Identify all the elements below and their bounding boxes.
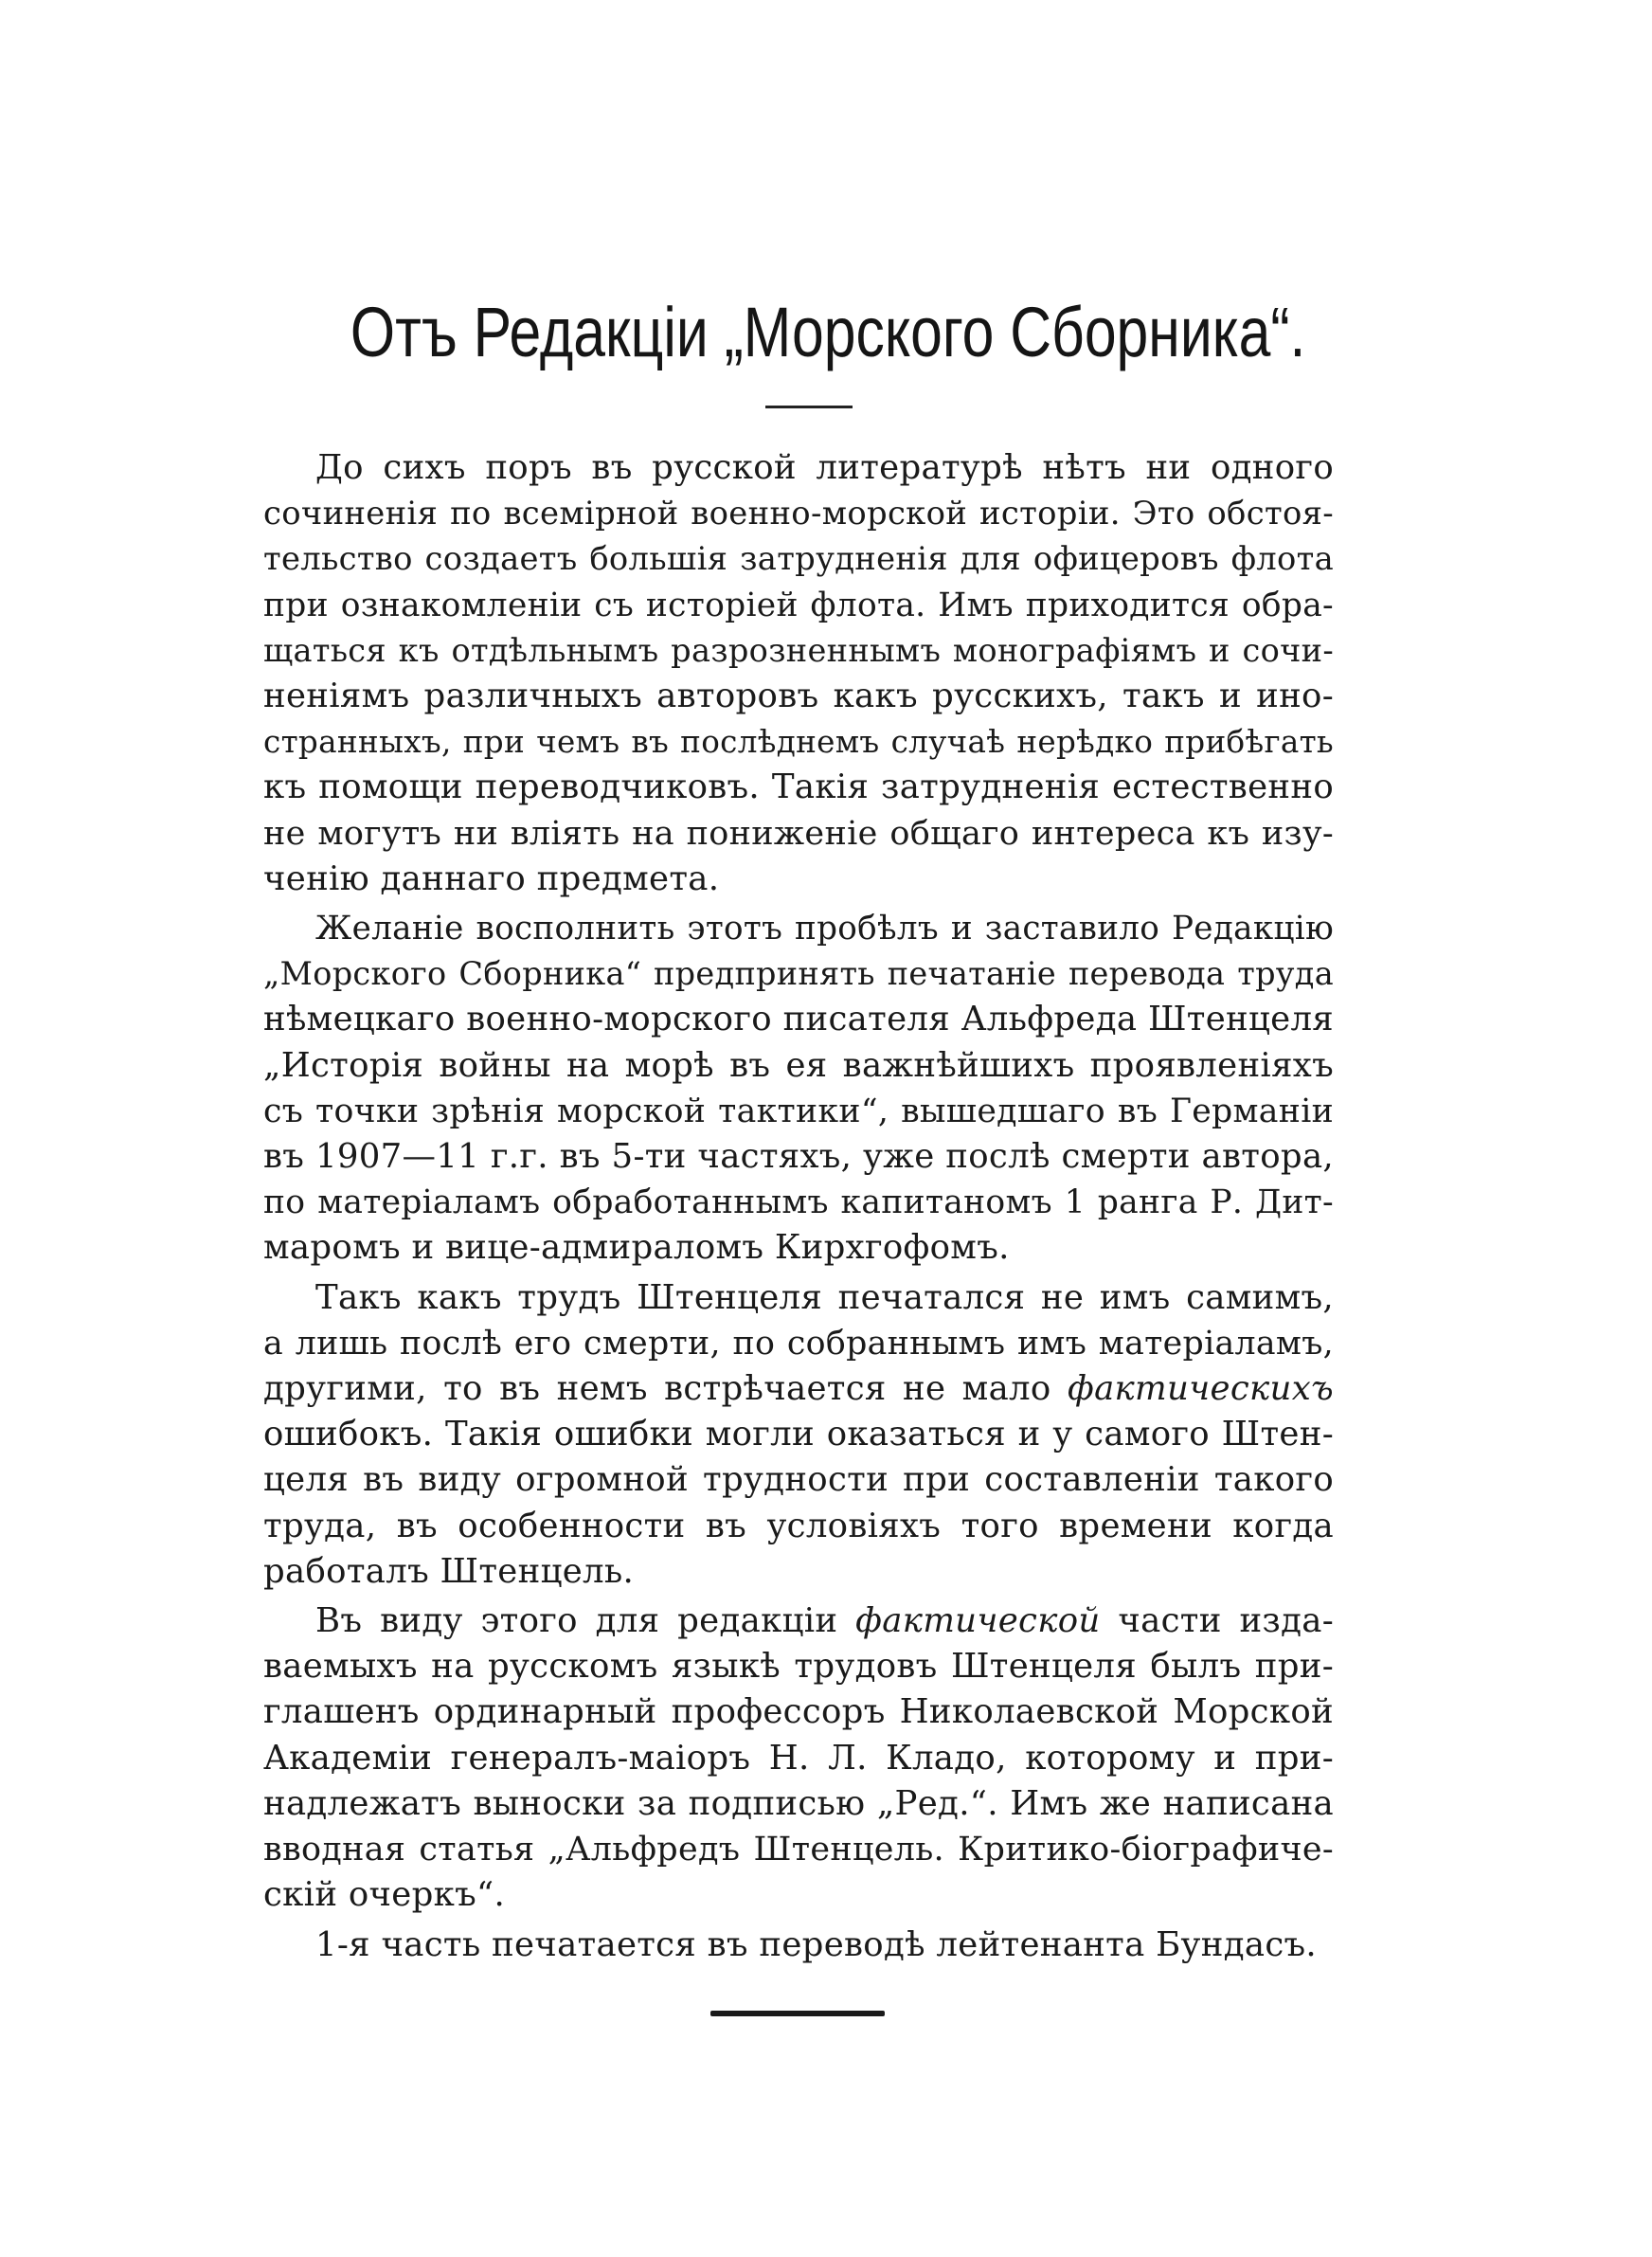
text-line: тельство создаетъ большія затрудненія для офицеровъ флота xyxy=(263,540,1334,578)
text-line: странныхъ, при чемъ въ послѣднемъ случаѣ нерѣдко прибѣгать xyxy=(263,724,1334,761)
text-line: труда, въ особенности въ условіяхъ того времени когда xyxy=(263,1506,1334,1545)
paragraph-1 xyxy=(263,445,1334,902)
page-title: Отъ Редакціи „Морского Сборника“. xyxy=(350,293,1306,371)
text-line: не могутъ ни вліять на пониженіе общаго интереса къ изу- xyxy=(263,813,1334,853)
text-line: а лишь послѣ его смерти, по собраннымъ имъ матеріаламъ, xyxy=(263,1324,1334,1363)
text-line: Такъ какъ трудъ Штенцеля печатался не имъ самимъ, xyxy=(315,1277,1334,1317)
text-line: работалъ Штенцель. xyxy=(263,1551,635,1591)
paragraph-2 xyxy=(263,906,1334,1272)
text-line: щаться къ отдѣльнымъ разрозненнымъ монографіямъ и сочи- xyxy=(263,631,1334,669)
text-line: ченію даннаго предмета. xyxy=(263,858,720,898)
title-rule xyxy=(765,406,853,408)
text-line: неніямъ различныхъ авторовъ какъ русскихъ, такъ и ино- xyxy=(263,677,1334,716)
body-text xyxy=(263,445,1334,1968)
text-fragment: Въ виду этого для редакціи xyxy=(315,1601,838,1641)
text-line xyxy=(263,1598,1334,1644)
text-line: „Исторія войны на морѣ въ ея важнѣйшихъ проявленіяхъ xyxy=(263,1045,1334,1085)
text-fragment: другими, то въ немъ встрѣчается не мало xyxy=(263,1369,1051,1409)
text-line: по матеріаламъ обработаннымъ капитаномъ 1 ранга Р. Дит- xyxy=(263,1183,1334,1222)
text-line: целя въ виду огромной трудности при составленіи такого xyxy=(263,1460,1334,1500)
italic-word: фактической xyxy=(855,1601,1101,1641)
text-fragment: части изда- xyxy=(1118,1601,1335,1641)
text-line: съ точки зрѣнія морской тактики“, вышедшаго въ Германіи xyxy=(263,1092,1334,1130)
italic-word: фактическихъ xyxy=(1068,1369,1334,1409)
paragraph-3 xyxy=(263,1275,1334,1595)
text-line: нѣмецкаго военно-морского писателя Альфреда Штенцеля xyxy=(263,1000,1334,1039)
text-line: До сихъ поръ въ русской литературѣ нѣтъ ни одного xyxy=(315,448,1334,487)
paragraph-5 xyxy=(263,1923,1334,1968)
text-line: надлежатъ выноски за подписью „Ред.“. Имъ же написана xyxy=(263,1783,1334,1823)
text-line: Академіи генералъ-маіоръ Н. Л. Кладо, которому и при- xyxy=(263,1738,1334,1778)
text-line: при ознакомленіи съ исторіей флота. Имъ приходится обра- xyxy=(263,586,1334,624)
text-line: вводная статья „Альфредъ Штенцель. Критико-біографиче- xyxy=(263,1831,1334,1869)
text-line xyxy=(263,1366,1334,1412)
text-line: глашенъ ординарный профессоръ Николаевской Морской xyxy=(263,1692,1334,1732)
text-line: ваемыхъ на русскомъ языкѣ трудовъ Штенцеля былъ при- xyxy=(263,1647,1334,1687)
text-line: къ помощи переводчиковъ. Такія затрудненія естественно xyxy=(263,767,1334,807)
text-line: „Морского Сборника“ предпринять печатаніе перевода труда xyxy=(263,955,1334,993)
text-line: сочиненія по всемірной военно-морской исторіи. Это обстоя- xyxy=(263,495,1334,533)
closing-rule xyxy=(710,2011,885,2016)
text-line: Желаніе восполнить этотъ пробѣлъ и заставило Редакцію xyxy=(315,910,1334,948)
text-line: скій очеркъ“. xyxy=(263,1875,506,1915)
paragraph-4 xyxy=(263,1598,1334,1918)
text-line: 1-я часть печатается въ переводѣ лейтенанта Бундасъ. xyxy=(315,1924,1317,1964)
text-line: маромъ и вице-адмираломъ Кирхгофомъ. xyxy=(263,1228,1010,1268)
text-line: ошибокъ. Такія ошибки могли оказаться и у самого Штен- xyxy=(263,1415,1334,1454)
text-line: въ 1907—11 г.г. въ 5-ти частяхъ, уже послѣ смерти автора, xyxy=(263,1137,1334,1177)
